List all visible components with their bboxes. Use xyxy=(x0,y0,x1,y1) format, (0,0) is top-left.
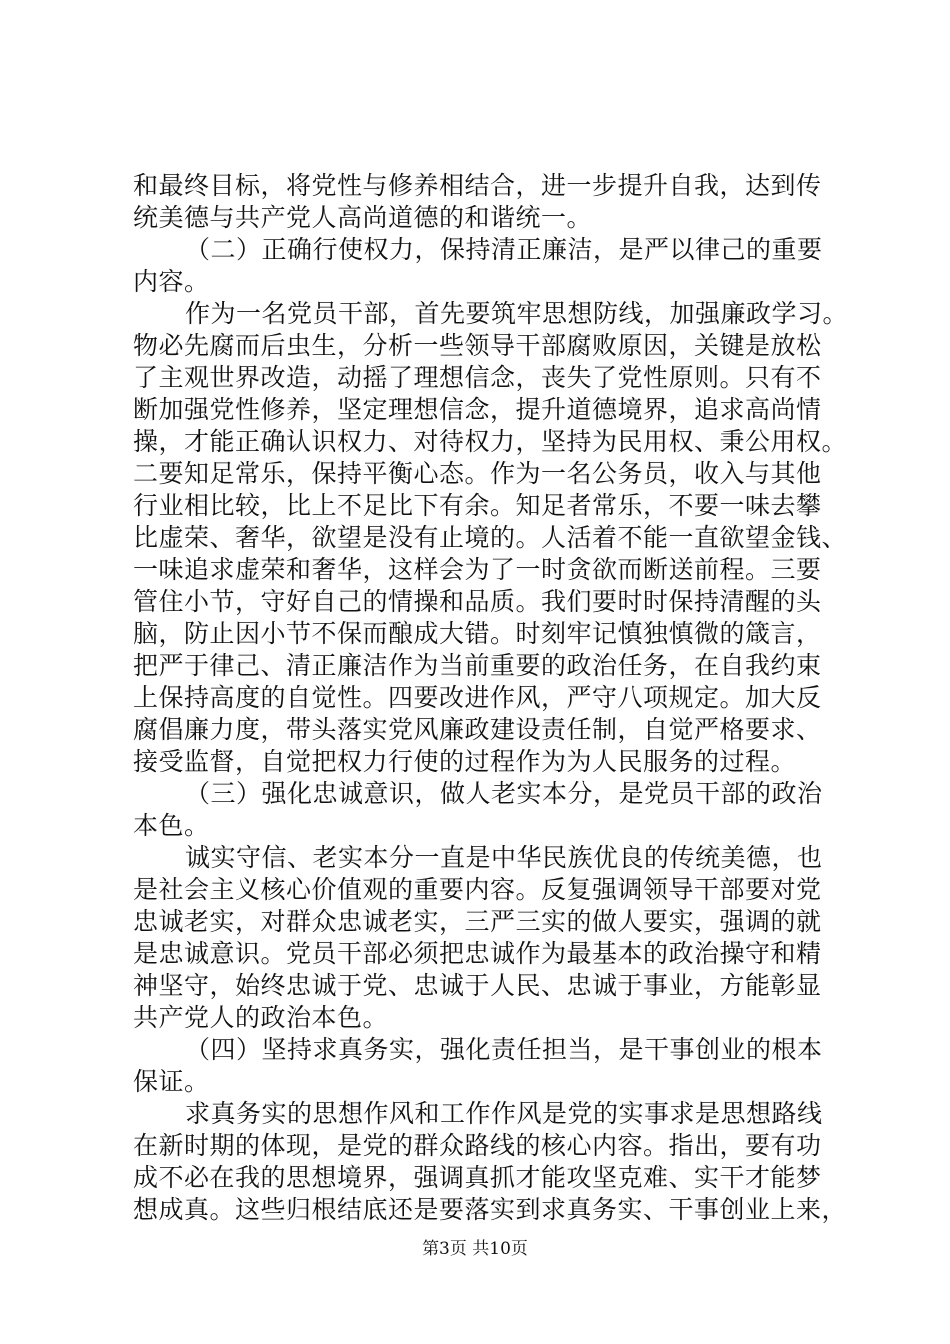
text-line: 接受监督，自觉把权力行使的过程作为为人民服务的过程。 xyxy=(133,747,797,776)
page-footer: 第3页 共10页 xyxy=(422,1239,528,1259)
text-line: 是忠诚意识。党员干部必须把忠诚作为最基本的政治操守和精 xyxy=(133,939,822,968)
section-heading: （四）坚持求真务实，强化责任担当，是干事创业的根本 xyxy=(185,1035,823,1064)
text-line: 本色。 xyxy=(133,811,210,840)
text-line: 想成真。这些归根结底还是要落实到求真务实、干事创业上来， xyxy=(133,1195,848,1224)
text-line: 行业相比较，比上不足比下有余。知足者常乐，不要一味去攀 xyxy=(133,491,822,520)
text-line: 是社会主义核心价值观的重要内容。反复强调领导干部要对党 xyxy=(133,875,822,904)
text-line: 了主观世界改造，动摇了理想信念，丧失了党性原则。只有不 xyxy=(133,363,822,392)
section-heading: （三）强化忠诚意识，做人老实本分，是党员干部的政治 xyxy=(185,779,823,808)
text-line: 神坚守，始终忠诚于党、忠诚于人民、忠诚于事业，方能彰显 xyxy=(133,971,822,1000)
text-line: 上保持高度的自觉性。四要改进作风，严守八项规定。加大反 xyxy=(133,683,822,712)
text-line: 断加强党性修养，坚定理想信念，提升道德境界，追求高尚情 xyxy=(133,395,822,424)
document-body xyxy=(133,170,853,1226)
text-line: 把严于律己、清正廉洁作为当前重要的政治任务，在自我约束 xyxy=(133,651,822,680)
paragraph-start: 诚实守信、老实本分一直是中华民族优良的传统美德，也 xyxy=(185,843,823,872)
text-line: 二要知足常乐，保持平衡心态。作为一名公务员，收入与其他 xyxy=(133,459,822,488)
text-line: 腐倡廉力度，带头落实党风廉政建设责任制，自觉严格要求、 xyxy=(133,715,822,744)
text-line: 忠诚老实，对群众忠诚老实，三严三实的做人要实，强调的就 xyxy=(133,907,822,936)
text-line: 一味追求虚荣和奢华，这样会为了一时贪欲而断送前程。三要 xyxy=(133,555,822,584)
text-line: 管住小节，守好自己的情操和品质。我们要时时保持清醒的头 xyxy=(133,587,822,616)
text-line: 物必先腐而后虫生，分析一些领导干部腐败原因，关键是放松 xyxy=(133,331,822,360)
text-line: 保证。 xyxy=(133,1067,210,1096)
text-line: 在新时期的体现，是党的群众路线的核心内容。指出，要有功 xyxy=(133,1131,822,1160)
text-line: 成不必在我的思想境界，强调真抓才能攻坚克难、实干才能梦 xyxy=(133,1163,822,1192)
text-line: 内容。 xyxy=(133,267,210,296)
paragraph-start: 作为一名党员干部，首先要筑牢思想防线，加强廉政学习。 xyxy=(185,299,849,328)
text-line: 比虚荣、奢华，欲望是没有止境的。人活着不能一直欲望金钱、 xyxy=(133,523,848,552)
text-line: 脑，防止因小节不保而酿成大错。时刻牢记慎独慎微的箴言， xyxy=(133,619,822,648)
paragraph-start: 求真务实的思想作风和工作作风是党的实事求是思想路线 xyxy=(185,1099,823,1128)
text-line: 操，才能正确认识权力、对待权力，坚持为民用权、秉公用权。 xyxy=(133,427,848,456)
text-line: 统美德与共产党人高尚道德的和谐统一。 xyxy=(133,203,593,232)
section-heading: （二）正确行使权力，保持清正廉洁，是严以律己的重要 xyxy=(185,235,823,264)
text-line: 和最终目标，将党性与修养相结合，进一步提升自我，达到传 xyxy=(133,171,822,200)
text-line: 共产党人的政治本色。 xyxy=(133,1003,389,1032)
